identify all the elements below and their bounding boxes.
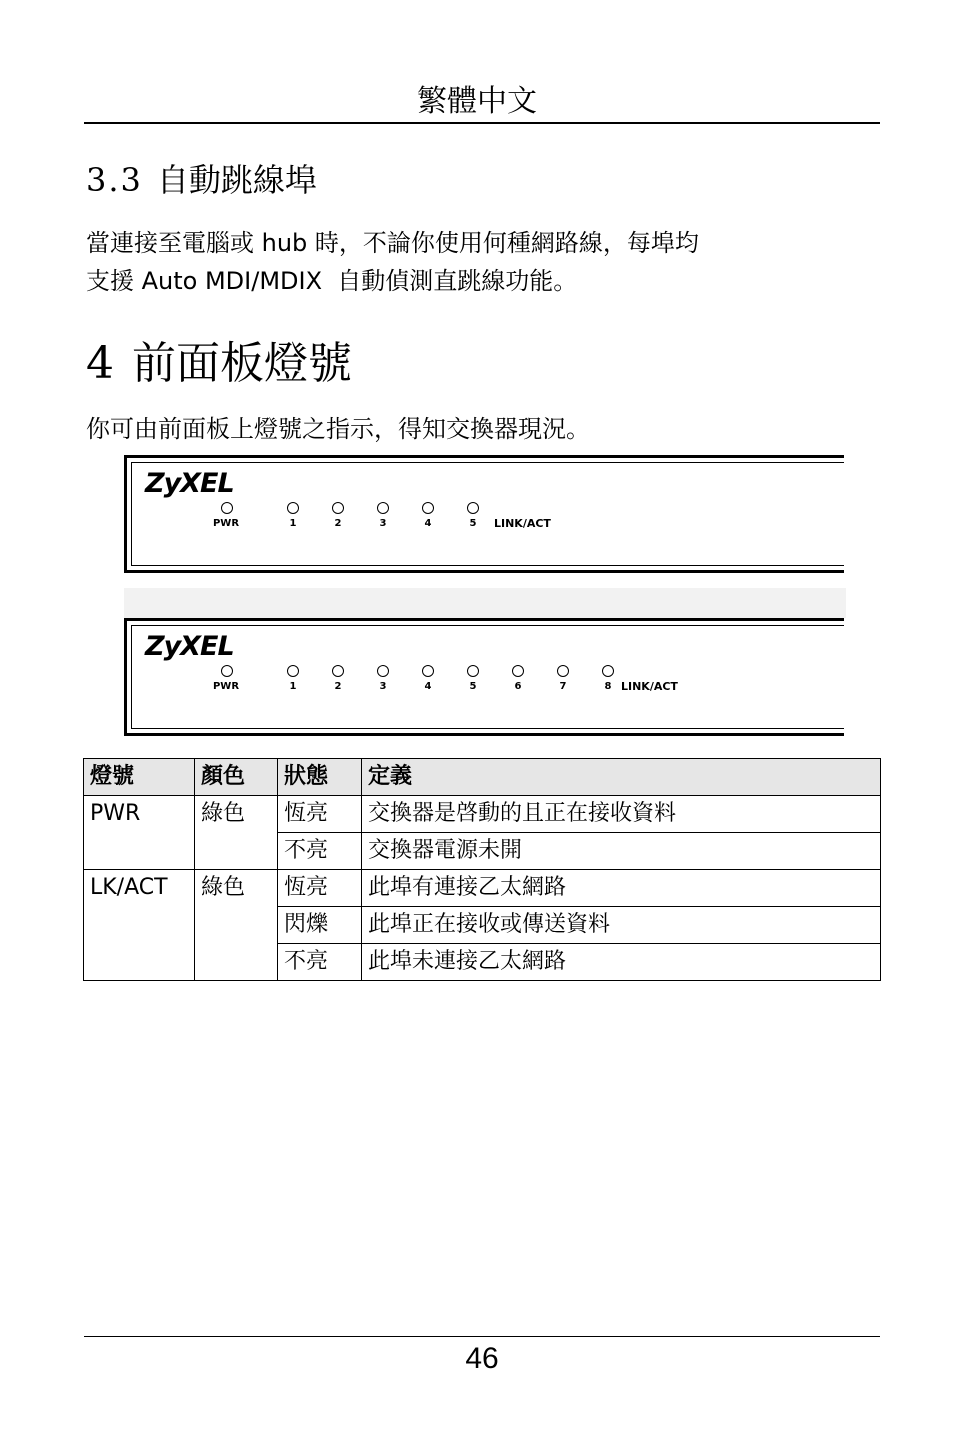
port-led-label: 2 bbox=[334, 518, 342, 529]
section-paragraph-line-1: 當連接至電腦或 hub 時，不論你使用何種網路線，每埠均 bbox=[86, 229, 699, 257]
header-status: 狀態 bbox=[278, 759, 362, 796]
port-led-label: 5 bbox=[469, 681, 477, 692]
section-paragraph bbox=[86, 224, 876, 300]
port-led-icon bbox=[332, 502, 344, 514]
definition-cell: 交換器電源未開 bbox=[362, 833, 881, 870]
port-led-icon bbox=[422, 665, 434, 677]
port-led-label: 4 bbox=[424, 518, 432, 529]
led-status-table bbox=[83, 758, 881, 981]
status-cell: 不亮 bbox=[278, 944, 362, 981]
pwr-led-icon bbox=[221, 502, 233, 514]
definition-cell: 此埠正在接收或傳送資料 bbox=[362, 907, 881, 944]
running-header: 繁體中文 bbox=[417, 84, 537, 119]
port-led-icon bbox=[467, 665, 479, 677]
header-rule bbox=[84, 122, 880, 124]
color-cell: 綠色 bbox=[195, 870, 278, 981]
led-cell: PWR bbox=[84, 796, 195, 870]
chapter-title: 前面板燈號 bbox=[132, 338, 352, 389]
definition-cell: 交換器是啓動的且正在接收資料 bbox=[362, 796, 881, 833]
section-number: 3.3 bbox=[86, 161, 143, 199]
panel-gap-shade bbox=[124, 588, 846, 618]
definition-cell: 此埠有連接乙太網路 bbox=[362, 870, 881, 907]
port-led-icon bbox=[557, 665, 569, 677]
port-led-label: 3 bbox=[379, 681, 387, 692]
port-led-label: 2 bbox=[334, 681, 342, 692]
port-led-label: 6 bbox=[514, 681, 522, 692]
pwr-led-label: PWR bbox=[212, 518, 240, 529]
status-cell: 恆亮 bbox=[278, 796, 362, 833]
table-row bbox=[84, 796, 881, 833]
chapter-number: 4 bbox=[86, 338, 114, 389]
chapter-intro: 你可由前面板上燈號之指示，得知交換器現況。 bbox=[86, 415, 590, 443]
link-act-label: LINK/ACT bbox=[494, 517, 551, 530]
footer-rule bbox=[84, 1336, 880, 1337]
zyxel-logo: ZyXEL bbox=[145, 631, 234, 662]
pwr-led-icon bbox=[221, 665, 233, 677]
status-cell: 閃爍 bbox=[278, 907, 362, 944]
header-led: 燈號 bbox=[84, 759, 195, 796]
front-panel-8-port bbox=[124, 618, 844, 736]
header-color: 顏色 bbox=[195, 759, 278, 796]
port-led-icon bbox=[377, 665, 389, 677]
status-cell: 不亮 bbox=[278, 833, 362, 870]
port-led-icon bbox=[287, 665, 299, 677]
port-led-label: 3 bbox=[379, 518, 387, 529]
port-led-label: 7 bbox=[559, 681, 567, 692]
header-definition: 定義 bbox=[362, 759, 881, 796]
pwr-led-label: PWR bbox=[212, 681, 240, 692]
port-led-icon bbox=[377, 502, 389, 514]
zyxel-logo: ZyXEL bbox=[145, 468, 234, 499]
section-heading bbox=[86, 158, 317, 202]
table-header-row bbox=[84, 759, 881, 796]
port-led-label: 1 bbox=[289, 518, 297, 529]
page-number: 46 bbox=[465, 1342, 499, 1375]
port-led-label: 5 bbox=[469, 518, 477, 529]
port-led-label: 1 bbox=[289, 681, 297, 692]
port-led-icon bbox=[467, 502, 479, 514]
port-led-icon bbox=[332, 665, 344, 677]
port-led-icon bbox=[422, 502, 434, 514]
port-led-icon bbox=[512, 665, 524, 677]
port-led-icon bbox=[287, 502, 299, 514]
section-paragraph-line-2: 支援 Auto MDI/MDIX 自動偵測直跳線功能。 bbox=[86, 267, 578, 295]
port-led-icon bbox=[602, 665, 614, 677]
chapter-heading bbox=[86, 336, 352, 392]
port-led-label: 4 bbox=[424, 681, 432, 692]
status-cell: 恆亮 bbox=[278, 870, 362, 907]
led-cell: LK/ACT bbox=[84, 870, 195, 981]
color-cell: 綠色 bbox=[195, 796, 278, 870]
link-act-label: LINK/ACT bbox=[621, 680, 678, 693]
port-led-label: 8 bbox=[604, 681, 612, 692]
definition-cell: 此埠未連接乙太網路 bbox=[362, 944, 881, 981]
front-panel-5-port bbox=[124, 455, 844, 573]
section-title: 自動跳線埠 bbox=[156, 161, 317, 199]
table-row bbox=[84, 870, 881, 907]
